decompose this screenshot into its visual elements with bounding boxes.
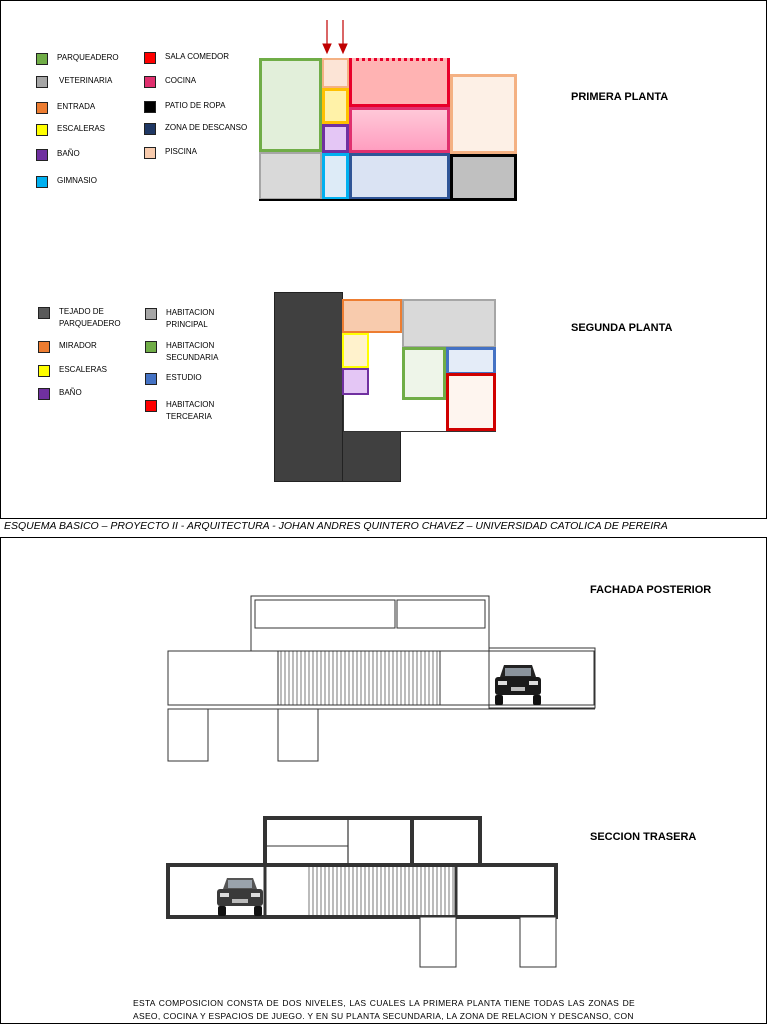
legend-label: ENTRADA <box>57 102 96 111</box>
project-description: ESTA COMPOSICION CONSTA DE DOS NIVELES, LAS CUALES LA PRIMERA PLANTA TIENE TODAS LAS ZONAS DE ASEO, COCINA Y ESPACIOS DE JUEGO. Y EN SU PLANTA SECUNDARIA, LA ZONA DE RELACION Y DESCANSO, CON <box>133 998 635 1021</box>
second-floor-title: SEGUNDA PLANTA <box>571 322 673 334</box>
room-zona-de-descanso <box>349 153 450 200</box>
legend-label: TEJADO DE PARQUEADERO <box>59 307 121 328</box>
legend-label: VETERINARIA <box>59 76 113 85</box>
legend-swatch <box>144 101 156 113</box>
legend-item-habitacion-tercearia <box>145 399 228 423</box>
room-patio-de-ropa <box>450 154 517 201</box>
rear-section-title: SECCION TRASERA <box>590 831 697 843</box>
room-habitacion-principal <box>402 299 496 348</box>
legend-swatch <box>144 147 156 159</box>
legend-label: ESCALERAS <box>59 365 108 374</box>
legend-item-entrada <box>36 101 95 114</box>
legend-label: COCINA <box>165 76 197 85</box>
legend-item-bano <box>38 387 82 400</box>
legend-label: PARQUEADERO <box>57 53 119 62</box>
legend-item-habitacion-secundaria <box>145 340 228 364</box>
room-bano <box>342 368 369 395</box>
project-caption: ESQUEMA BASICO – PROYECTO II - ARQUITECTURA - JOHAN ANDRES QUINTERO CHAVEZ – UNIVERSIDAD CATOLICA DE PEREIRA <box>4 520 668 532</box>
legend-label: BAÑO <box>57 149 80 158</box>
legend-label: ZONA DE DESCANSO <box>165 123 248 132</box>
room-habitacion-secundaria <box>402 347 446 400</box>
legend-swatch <box>145 308 157 320</box>
legend-swatch <box>145 341 157 353</box>
legend-swatch <box>38 365 50 377</box>
legend-item-estudio <box>145 372 202 385</box>
room-parqueadero <box>259 58 322 152</box>
bottom-panel <box>0 537 767 1024</box>
room-escaleras <box>342 333 369 368</box>
legend-swatch <box>36 102 48 114</box>
legend-swatch <box>38 307 50 319</box>
legend-swatch <box>38 388 50 400</box>
room-piscina-entrada <box>322 58 349 88</box>
legend-item-habitacion-principal <box>145 307 228 331</box>
legend-label: PATIO DE ROPA <box>165 101 226 110</box>
legend-item-veterinaria <box>36 75 112 88</box>
rear-facade-title: FACHADA POSTERIOR <box>590 584 712 596</box>
legend-label: PISCINA <box>165 147 198 156</box>
legend-label: ESTUDIO <box>166 373 202 382</box>
room-veterinaria <box>259 152 322 200</box>
room-mirador <box>342 299 402 333</box>
legend-swatch <box>36 124 48 136</box>
legend-item-piscina <box>144 146 197 159</box>
legend-label: ESCALERAS <box>57 124 106 133</box>
legend-item-gimnasio <box>36 175 97 188</box>
legend-item-escaleras <box>36 123 105 136</box>
legend-item-zona-de-descanso <box>144 122 247 135</box>
legend-item-bano <box>36 148 80 161</box>
room-tejado-de-parqueadero <box>274 292 343 482</box>
legend-swatch <box>36 76 48 88</box>
legend-item-mirador <box>38 340 97 353</box>
legend-item-tejado-de-parqueadero <box>38 306 131 330</box>
legend-label: BAÑO <box>59 388 82 397</box>
legend-swatch <box>145 373 157 385</box>
room-sala-comedor <box>349 58 450 107</box>
room-piscina <box>450 74 517 154</box>
legend-swatch <box>36 53 48 65</box>
legend-label: MIRADOR <box>59 341 97 350</box>
legend-swatch <box>36 149 48 161</box>
legend-item-patio-de-ropa <box>144 100 225 113</box>
legend-swatch <box>145 400 157 412</box>
legend-swatch <box>144 52 156 64</box>
legend-label: HABITACION SECUNDARIA <box>166 341 219 362</box>
room-habitacion-tercearia <box>446 373 496 431</box>
legend-item-sala-comedor <box>144 51 229 64</box>
legend-label: HABITACION TERCEARIA <box>166 400 215 421</box>
legend-item-cocina <box>144 75 196 88</box>
room-tejado-lower <box>343 431 401 482</box>
room-estudio <box>446 347 496 375</box>
legend-swatch <box>144 76 156 88</box>
legend-label: SALA COMEDOR <box>165 52 230 61</box>
room-cocina <box>349 107 450 153</box>
room-escaleras <box>322 88 349 124</box>
legend-label: GIMNASIO <box>57 176 98 185</box>
legend-item-escaleras <box>38 364 107 377</box>
legend-swatch <box>144 123 156 135</box>
room-bano <box>322 124 349 153</box>
legend-swatch <box>38 341 50 353</box>
legend-label: HABITACION PRINCIPAL <box>166 308 215 329</box>
room-gimnasio <box>322 153 349 200</box>
first-floor-title: PRIMERA PLANTA <box>571 91 669 103</box>
legend-item-parqueadero <box>36 52 119 65</box>
plan-base-line <box>259 199 517 201</box>
legend-swatch <box>36 176 48 188</box>
